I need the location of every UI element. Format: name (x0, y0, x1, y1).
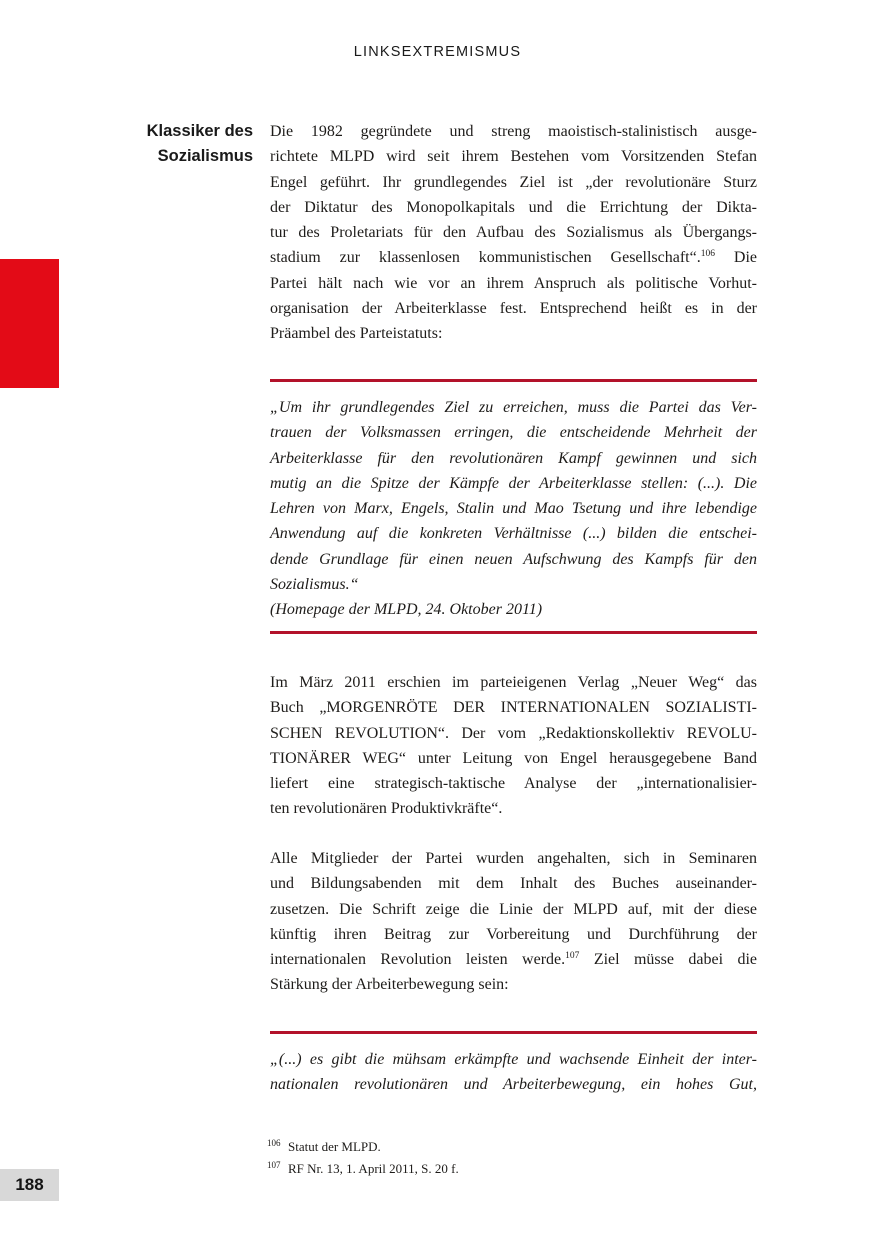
text-line: trauen der Volksmassen erringen, die entscheidende Mehrheit der (270, 424, 757, 442)
running-header: LINKSEXTREMISMUS (353, 44, 522, 60)
footnote-107: $^{107}$ RF Nr. 13, 1. April 2011, S. 20 f. (267, 1159, 459, 1176)
text-line: internationalen Revolution leisten werde.$^{107}$ Ziel müsse dabei die (270, 951, 758, 969)
text-line: dende Grundlage für einen neuen Aufschwung des Kampfs für den (270, 550, 757, 568)
text-line: ten revolutionären Produktivkräfte“. (270, 800, 503, 818)
page-number: 188 (15, 1175, 44, 1194)
text-line: Sozialismus.“ (270, 576, 359, 594)
text-line: richtete MLPD wird seit ihrem Bestehen vom Vorsitzenden Stefan (270, 148, 757, 166)
text-line: „(...) es gibt die mühsam erkämpfte und wachsende Einheit der inter- (270, 1051, 757, 1068)
text-line: Buch „MORGENRÖTE DER INTERNATIONALEN SOZIALISTI- (270, 699, 757, 717)
footnote-106: $^{106}$ Statut der MLPD. (267, 1138, 381, 1154)
paragraph-morgenroete-book (270, 670, 757, 822)
paragraph-mlpd-intro (270, 119, 757, 347)
text-line: Lehren von Marx, Engels, Stalin und Mao Tsetung und ihre lebendige (270, 500, 757, 518)
text-line: nationalen revolutionären und Arbeiterbewegung, ein hohes Gut, (270, 1076, 757, 1094)
text-line: Alle Mitglieder der Partei wurden angehalten, sich in Seminaren (270, 850, 757, 867)
footnote-text: Statut der MLPD. (288, 1139, 381, 1154)
quote2-top-rule (270, 1031, 757, 1034)
footnote-text: RF Nr. 13, 1. April 2011, S. 20 f. (288, 1160, 459, 1176)
quote-unity-movement (270, 1047, 757, 1098)
text-line: „Um ihr grundlegendes Ziel zu erreichen, muss die Partei das Ver- (270, 399, 757, 416)
text-line: tur des Proletariats für den Aufbau des Sozialismus als Übergangs- (270, 224, 757, 242)
text-line: stadium zur klassenlosen kommunistischen Gesellschaft“.$^{106}$ Die (270, 249, 757, 267)
margin-label (40, 119, 253, 170)
text-line: Stärkung der Arbeiterbewegung sein: (270, 976, 509, 994)
margin-label-line: Sozialismus (157, 147, 253, 166)
text-line: Die 1982 gegründete und streng maoistisch-stalinistisch ausge- (270, 123, 757, 140)
text-line: der Diktatur des Monopolkapitals und die Errichtung der Dikta- (270, 198, 757, 216)
text-line: Im März 2011 erschien im parteieigenen Verlag „Neuer Weg“ das (270, 674, 757, 691)
quote-party-statute (270, 395, 757, 597)
text-line: künftig ihren Beitrag zur Vorbereitung und Durchführung der (270, 925, 757, 943)
red-accent-block (0, 259, 59, 388)
text-line: und Bildungsabenden mit dem Inhalt des Buches auseinander- (270, 875, 757, 893)
text-line: Engel geführt. Ihr grundlegendes Ziel ist „der revolutionäre Sturz (270, 173, 757, 191)
text-line: SCHEN REVOLUTION“. Der vom „Redaktionskollektiv REVOLU- (270, 724, 757, 742)
text-line: Präambel des Parteistatuts: (270, 325, 443, 343)
margin-label-line: Klassiker des (146, 122, 253, 140)
text-line: Arbeiterklasse für den revolutionären Kampf gewinnen und sich (270, 449, 757, 467)
text-line: Anwendung auf die konkreten Verhältnisse (...) bilden die entschei- (270, 525, 757, 543)
text-line: liefert eine strategisch-taktische Analyse der „internationalisier- (270, 775, 757, 793)
page-number-box (0, 1169, 59, 1201)
text-line: TIONÄRER WEG“ unter Leitung von Engel herausgegebene Band (270, 749, 757, 767)
quote-bottom-rule (270, 631, 757, 634)
text-line: organisation der Arbeiterklasse fest. Entsprechend heißt es in der (270, 300, 757, 318)
text-line: mutig an die Spitze der Kämpfe der Arbeiterklasse stellen: (...). Die (270, 474, 757, 492)
paragraph-members-seminars (270, 846, 757, 998)
text-line: zusetzen. Die Schrift zeige die Linie der MLPD auf, mit der diese (270, 900, 757, 918)
text-line: Partei hält nach wie vor an ihrem Anspruch als politische Vorhut- (270, 274, 757, 292)
footnotes (267, 1136, 757, 1179)
quote-top-rule (270, 379, 757, 382)
quote-source-line: (Homepage der MLPD, 24. Oktober 2011) (270, 601, 543, 618)
